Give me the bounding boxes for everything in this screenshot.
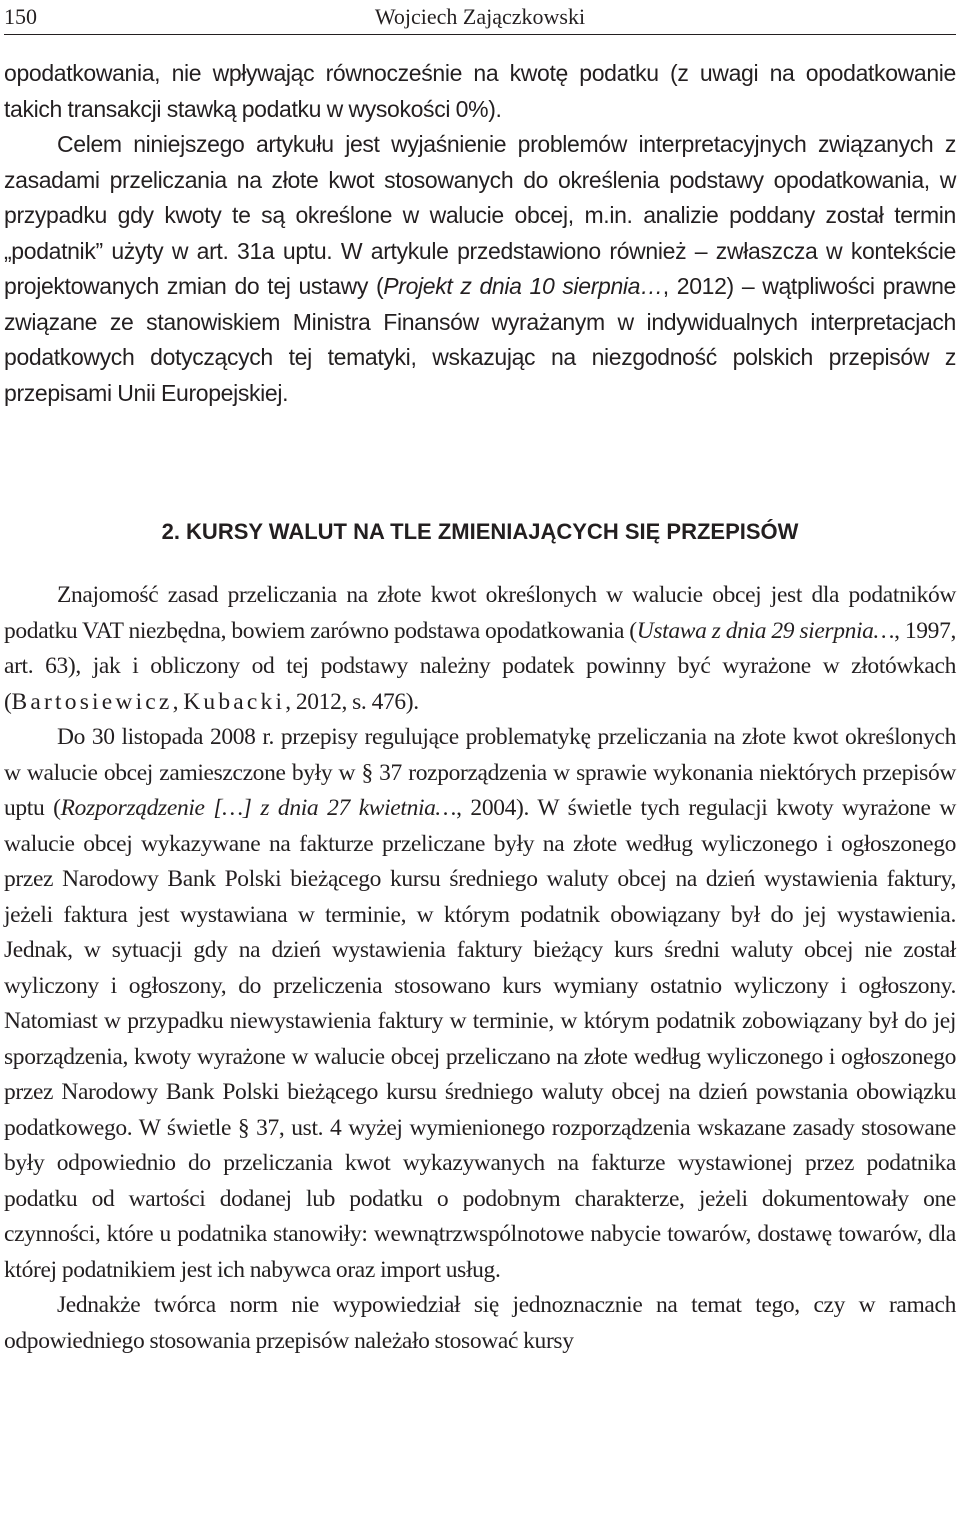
section-paragraph-1-text-end: , 2012, s. 476).	[285, 688, 419, 715]
article-aim-text-end: , 2012) – wątpliwości prawne związane ze stanowiskiem Ministra Finansów wyrażanym w indywidualnych interpretacjach podatkowych dotyczących tej tematyki, wskazując na niezgodność polskich przepisów z przepisami Unii Europejskiej.	[4, 273, 956, 406]
running-title: Wojciech Zajączkowski	[374, 4, 586, 29]
intro-text-block	[4, 56, 956, 411]
author-kubacki: Kubacki	[183, 688, 286, 715]
section-heading: 2. KURSY WALUT NA TLE ZMIENIAJĄCYCH SIĘ PRZEPISÓW	[161, 519, 799, 544]
section-text-block	[4, 578, 956, 1359]
section-paragraph-2-text-start: Do 30 listopada 2008 r. przepisy regulujące problematykę przeliczania na złote kwot określonych w walucie obcej zamieszczone były w § 37 rozporządzenia w sprawie wykonania niektórych przepisów uptu (	[4, 724, 956, 821]
continuation-text: opodatkowania, nie wpływając równocześnie na kwotę podatku (z uwagi na opodatkowanie takich transakcji stawką podatku w wysokości 0%).	[4, 60, 956, 122]
section-paragraph-2-text-end: , 2004). W świetle tych regulacji kwoty wyrażone w walucie obcej wykazywane na fakturze przeliczane były na złote według wyliczonego i ogłoszonego przez Narodowy Bank Polski bieżącego kursu średniego waluty obcej na dzień wystawienia faktury, jeżeli faktura jest wystawiana w terminie, w którym podatnik obowiązany był do jej wystawienia. Jednak, w sytuacji gdy na dzień wystawienia faktury bieżący kurs średni waluty obcej nie został wyliczony i ogłoszony, do przeliczenia stosowano kurs wymiany ostatnio wyliczony i ogłoszony. Natomiast w przypadku niewystawienia faktury w terminie, w którym podatnik zobowiązany był do jej sporządzenia, kwoty wyrażone w walucie obcej przeliczano na złote według wyliczonego i ogłoszonego przez Narodowy Bank Polski bieżącego kursu średniego waluty obcej na dzień powstania obowiązku podatkowego. W świetle § 37, ust. 4 wyżej wymienionego rozporządzenia wskazane zasady stosowane były odpowiednio do przeliczania kwot wykazywanych na fakturze wystawionej przez podatnika podatku od wartości dodanej lub podatku o podobnym charakterze, jeżeli dokumentowały one czynności, które u podatnika stanowiły: wewnątrzwspólnotowe nabycie towarów, dostawę towarów, dla której podatnikiem jest ich nabywca oraz import usług.	[4, 795, 957, 1283]
citation-ustawa: Ustawa z dnia 29 sierpnia…	[636, 617, 895, 644]
section-paragraph-1-text-middle: , 1997, art. 63), jak i obliczony od tej podstawy należny podatek powinny być wyrażone w złotówkach (	[4, 617, 957, 715]
section-paragraph-1-text-start: Znajomość zasad przeliczania na złote kwot określonych w walucie obcej jest dla podatników podatku VAT niezbędna, bowiem zarówno podstawa opodatkowania (	[4, 582, 956, 644]
page-number: 150	[4, 4, 37, 29]
author-separator: ,	[172, 688, 184, 715]
section-paragraph-3-text: Jednakże twórca norm nie wypowiedział się jednoznacznie na temat tego, czy w ramach odpowiedniego stosowania przepisów należało stosować kursy	[4, 1292, 956, 1354]
author-bartosiewicz: Bartosiewicz	[11, 688, 173, 715]
citation-projekt: Projekt z dnia 10 sierpnia…	[383, 273, 663, 299]
article-aim-text-start: Celem niniejszego artykułu jest wyjaśnienie problemów interpretacyjnych związanych z zasadami przeliczania na złote kwot stosowanych do określenia podstawy opodatkowania, w przypadku gdy kwoty te są określone w walucie obcej, m.in. analizie poddany został termin „podatnik” użyty w art. 31a uptu. W artykule przedstawiono również – zwłaszcza w kontekście projektowanych zmian do tej ustawy (	[4, 131, 956, 299]
section-paragraph-1	[4, 578, 956, 720]
citation-rozporzadzenie: Rozporządzenie […] z dnia 27 kwietnia…	[60, 795, 457, 821]
article-aim-paragraph	[4, 127, 956, 411]
running-header	[4, 2, 956, 35]
section-paragraph-2	[4, 720, 956, 1288]
continuation-paragraph	[4, 56, 956, 127]
section-paragraph-3	[4, 1288, 956, 1359]
